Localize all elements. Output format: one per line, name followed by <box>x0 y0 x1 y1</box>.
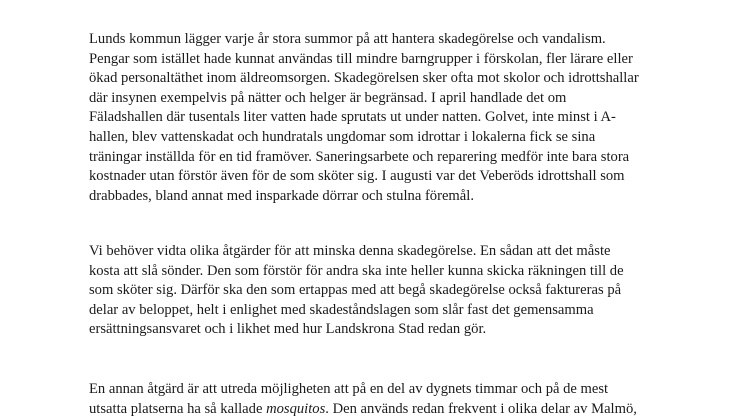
paragraph-vandalism-costs <box>89 30 649 206</box>
text-line: Pengar som istället hade kunnat användas till mindre barngrupper i förskolan, fler lärare eller <box>89 50 633 67</box>
text-line: Fäladshallen där tusentals liter vatten hade sprutats ut under natten. Golvet, inte minst i A- <box>89 109 616 126</box>
text-line: kostnader utan förstör även för de som sköter sig. I augusti var det Veberöds idrottshall som <box>89 168 625 185</box>
paragraph-measures <box>89 242 649 340</box>
text-line: ersättningsansvaret och i likhet med hur Landskrona Stad redan gör. <box>89 321 487 338</box>
text-line: Vi behöver vidta olika åtgärder för att minska denna skadegörelse. En sådan att det måste <box>89 243 611 259</box>
paragraph-mosquitos <box>89 380 649 419</box>
text-line: En annan åtgärd är att utreda möjligheten att på en del av dygnets timmar och på de mest <box>89 381 609 397</box>
text-line: kosta att slå sönder. Den som förstör för andra ska inte heller kunna skicka räkningen till de <box>89 262 624 279</box>
italic-term: mosquitos <box>266 400 326 417</box>
text-line: träningar inställda för en tid framöver. Saneringsarbete och reparering medför inte bara stora <box>89 148 630 165</box>
text-line: hallen, blev vattenskadat och hundratals ungdomar som idrottar i lokalerna fick se sina <box>89 128 596 145</box>
text-line: där insynen exempelvis på nätter och helger är begränsad. I april handlade det om <box>89 89 567 106</box>
text-segment: . Den används redan frekvent i olika delar av Malmö, <box>325 400 637 417</box>
text-line: ökad personaltäthet inom äldreomsorgen. Skadegörelsen sker ofta mot skolor och idrottshallar <box>89 70 639 87</box>
text-line: som sköter sig. Därför ska den som ertappas med att begå skadegörelse också faktureras på <box>89 282 622 299</box>
text-line: delar av beloppet, helt i enlighet med skadeståndslagen som slår fast det gemensamma <box>89 301 594 318</box>
text-segment: utsatta platserna ha så kallade <box>89 400 267 417</box>
text-line: drabbades, bland annat med insparkade dörrar och stulna föremål. <box>89 187 474 204</box>
text-line: Lunds kommun lägger varje år stora summor på att hantera skadegörelse och vandalism. <box>89 31 606 47</box>
text-line <box>89 400 649 419</box>
